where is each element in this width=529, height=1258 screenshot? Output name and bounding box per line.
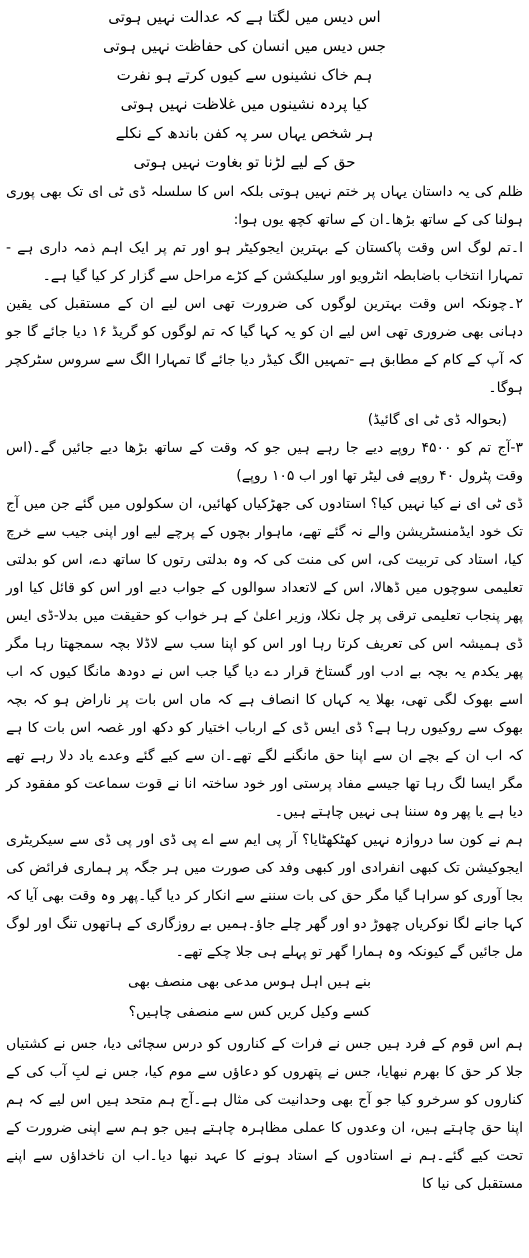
point-1: ا۔تم لوگ اس وقت پاکستان کے بہترین ایجوکیٹر ہو اور تم پر ایک اہم ذمہ داری ہے - تمہارا انتخاب باضابطہ انٹرویو اور سلیکشن کے کڑے مراحل سے گزار کر کیا گیا ہے۔ xyxy=(6,240,523,284)
couplet-line: بنے ہیں اہل ہوس مدعی بھی منصف بھی xyxy=(127,974,372,990)
intro-paragraph: ظلم کی یہ داستان یہاں پر ختم نہیں ہوتی بلکہ اس کا سلسلہ ڈی ٹی ای تک بھی پوری ہولنا کی کے ساتھ بڑھا۔ان کے ساتھ کچھ یوں ہوا: xyxy=(6,184,523,228)
body-paragraph-2: ہم نے کون سا دروازہ نہیں کھٹکھٹایا؟ آر پی ایم سے اے پی ڈی اور پی ڈی سے سیکریٹری ایجوکیشن تک کبھی انفرادی اور کبھی وفد کی صورت میں ہر جگہ پر ہماری فرائض کی بجا آوری کو سراہا گیا مگر حق کی بات سننے سے انکار کر دیا گیا۔پھر وہ وقت بھی آیا کہ کہا جانے لگا نوکریاں چھوڑ دو اور گھر چلے جاؤ۔ہمیں بے روزگاری کے ہاتھوں تنگ اور لوگ مل جائیں گے کیونکہ وہ ہمارا گھر تو پہلے ہی جلا چکے تھے۔ xyxy=(6,832,523,960)
body-paragraph-1: ڈی ٹی ای نے کیا نہیں کیا؟ استادوں کی جھڑکیاں کھائیں، ان سکولوں میں گئے جن میں آج تک خود ایڈمنسٹریشن والے نہ گئے تھے، ماہوار بچوں کے پرچے لیے اور اپنی جیب سے خرچ کیا، استاد کی تربیت کی، اس کی منت کی کہ وہ بدلتی رتوں کا ساتھ دے، اس کو بدلتی تعلیمی سوچوں میں ڈھالا، اس کے لاتعداد سوالوں کے جواب دیے اور اس کو قائل کیا اور پھر پنجاب تعلیمی ترقی پر چل نکلا، وزیر اعلیٰ کے ہر خواب کو حقیقت میں بدلا-ڈی ایس ڈی ہمیشہ اس کی تعریف کرتا رہا اور اس کو اپنا سب سے لاڈلا بچہ سمجھتا رہا مگر پھر یکدم یہ بچہ بے ادب اور گستاخ قرار دے دیا گیا جب اس نے دودھ مانگا کیوں کہ اب اسے بھوک لگی تھی، بھلا یہ کہاں کا انصاف ہے کہ ماں اس بات پر ناراض ہو کہ بچہ بھوک سے روکیوں رہا ہے؟ ڈی ایس ڈی کے ارباب اختیار کو دکھ اور غصہ اس بات کا ہے کہ اب ان کے بچے ان سے اپنا حق مانگنے لگے تھے۔ان سے کیے گئے وعدے یاد دلا رہے تھے مگر ایسا لگ رہا تھا جیسے مفاد پرستی اور خود ساختہ انا نے قوت سماعت کو مفقود کر دیا ہے یا پھر وہ سننا ہی نہیں چاہتے ہیں۔ xyxy=(6,496,523,820)
reference-note: (بحوالہ ڈی ٹی ای گائیڈ) xyxy=(367,412,507,428)
point-2: ۲۔چونکہ اس وقت بہترین لوگوں کی ضرورت تھی اس لیے ان کے مستقبل کی یقین دہانی بھی ضروری تھی اس لیے ان کو یہ کہا گیا کہ تم لوگوں کو گریڈ ۱۶ دیا جائے گا جو کہ آپ کے کام کے مطابق ہے -تمہیں الگ کیڈر دیا جائے گا تمہارا الگ سے سروس سٹرکچر ہوگا۔ xyxy=(6,296,523,396)
body-paragraph-3: ہم اس قوم کے فرد ہیں جس نے فرات کے کناروں کو درس سچائی دیا، جس نے کشتیاں جلا کر حق کا بھرم نبھایا، جس نے پتھروں کو دعاؤں سے موم کیا، جس نے لبِ آب کی کے کناروں کو سرخرو کیا جو آج بھی وحدانیت کی مثال ہے۔آج ہم متحد ہیں اس لیے کہ ہم اپنا حق چاہتے ہیں، ان وعدوں کا عملی مظاہرہ چاہتے ہیں جو ہم سے اپنی ضرورت کے تحت کیے گئے۔ہم نے استادوں کے استاد ہونے کا عہد نبھا دیا۔اب ان ناخداؤں سے اپنے مستقبل کی نیا کا xyxy=(6,1036,523,1192)
poem-line: ہم خاک نشینوں سے کیوں کرتے ہو نفرت xyxy=(116,66,373,84)
poem-line: حق کے لیے لڑنا تو بغاوت نہیں ہوتی xyxy=(133,153,356,171)
poem-line: اس دیس میں لگتا ہے کہ عدالت نہیں ہوتی xyxy=(108,8,381,26)
couplet-line: کسے وکیل کریں کس سے منصفی چاہیں؟ xyxy=(128,1004,371,1020)
couplet xyxy=(6,970,523,1024)
poem-line: ہر شخص یہاں سر پہ کفن باندھ کے نکلے xyxy=(115,124,374,142)
poem-line: جس دیس میں انسان کی حفاظت نہیں ہوتی xyxy=(103,37,386,55)
poem-line: کیا پردہ نشینوں میں غلاظت نہیں ہوتی xyxy=(120,95,369,113)
point-3: ۳-آج تم کو ۴۵۰۰ روپے دیے جا رہے ہیں جو کہ وقت کے ساتھ بڑھا دیے جائیں گے۔(اس وقت پٹرول ۴۰ روپے فی لیٹر تھا اور اب ۱۰۵ روپے) xyxy=(6,440,523,484)
poem xyxy=(6,0,523,174)
